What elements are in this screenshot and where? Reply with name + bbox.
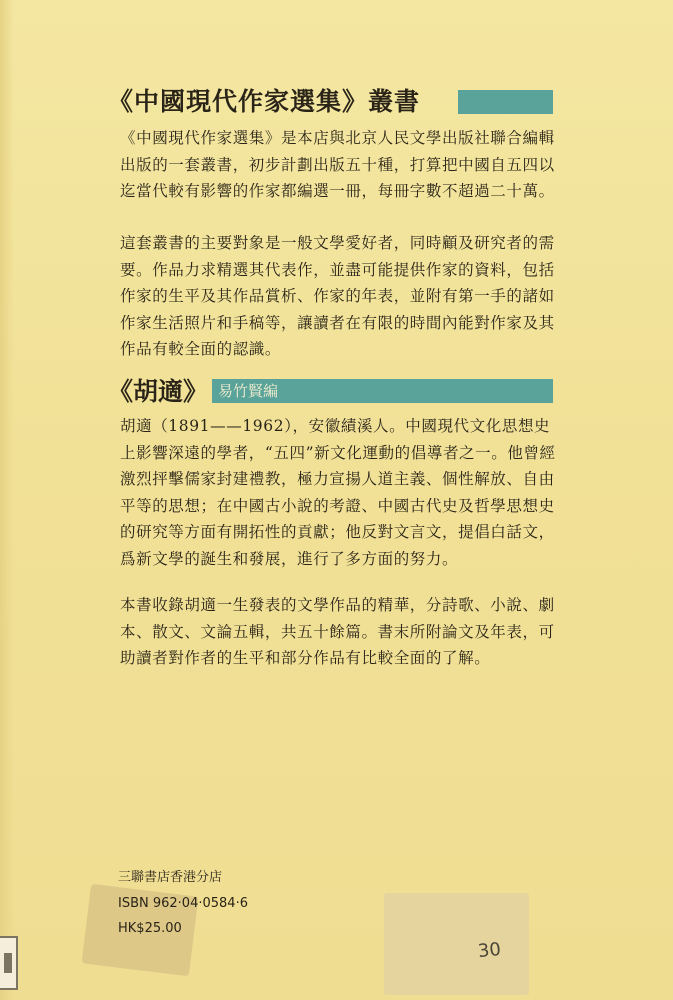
publisher-name: 三聯書店香港分店	[118, 870, 223, 885]
series-paragraph-2: 這套叢書的主要對象是一般文學愛好者，同時顧及研究者的需要。作品力求精選其代表作，並盡可能提供作家的資料，包括作家的生平及其作品賞析、作家的年表，並附有第一手的諸如作家生活照片和手稿等，讓讀者在有限的時間內能對作家及其作品有較全面的認識。	[120, 234, 555, 358]
series-heading	[108, 84, 553, 120]
book-editor: 易竹賢編	[218, 382, 279, 400]
series-paragraph-1: 《中國現代作家選集》是本店與北京人民文學出版社聯合編輯出版的一套叢書，初步計劃出版五十種，打算把中國自五四以迄當代較有影響的作家都編選一冊，每冊字數不超過二十萬。	[120, 129, 555, 200]
library-sticker	[384, 893, 529, 995]
handwritten-note: 30	[476, 938, 502, 963]
price-label: HK$25.00	[118, 921, 182, 936]
cover-edge-shadow	[0, 0, 14, 1000]
series-title: 《中國現代作家選集》叢書	[108, 87, 421, 116]
library-spine-label	[0, 936, 18, 990]
book-paragraph-1: 胡適（1891——1962），安徽績溪人。中國現代文化思想史上影響深遠的學者，“五四”新文化運動的倡導者之一。他曾經激烈抨擊儒家封建禮教，極力宣揚人道主義、個性解放、自由平等的思想；在中國古小說的考證、中國古代史及哲學思想史的研究等方面有開拓性的貢獻；他反對文言文，提倡白話文，爲新文學的誕生和發展，進行了多方面的努力。	[120, 417, 556, 568]
book-heading	[108, 374, 553, 410]
book-paragraph-2: 本書收錄胡適一生發表的文學作品的精華，分詩歌、小說、劇本、散文、文論五輯，共五十餘篇。書末所附論文及年表，可助讀者對作者的生平和部分作品有比較全面的了解。	[120, 596, 555, 667]
isbn-number: ISBN 962·04·0584·6	[118, 896, 248, 911]
series-accent-bar	[458, 90, 553, 114]
book-title: 《胡適》	[108, 377, 209, 406]
